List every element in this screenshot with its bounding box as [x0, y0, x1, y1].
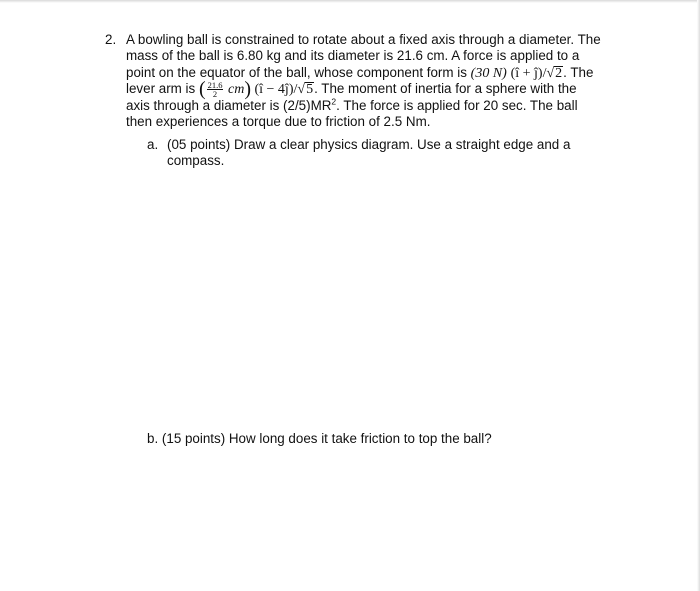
question-number: 2. [105, 32, 117, 47]
question-2 [105, 32, 625, 130]
question-line-4 [126, 78, 625, 101]
line3-text: point on the equator of the ball, whose component form is [126, 64, 467, 80]
question-line-1: A bowling ball is constrained to rotate about a fixed axis through a diameter. The [126, 32, 601, 47]
part-b-label: b. [147, 431, 159, 446]
question-body [126, 32, 625, 130]
lever-arm-expression: ( $\frac{21.6}{2}$ cm) (î − 4ĵ)/√5 [198, 78, 314, 101]
line5-superscript: 2 [331, 96, 337, 107]
page-top-shadow [0, 0, 700, 3]
part-a-body [167, 137, 617, 170]
part-b [147, 431, 617, 447]
question-line-6: then experiences a torque due to friction of 2.5 Nm. [126, 113, 431, 129]
part-a-line-2: compass. [167, 153, 225, 169]
line5-start: axis through a diameter is (2/5)MR [126, 97, 332, 113]
part-a-line-1: (05 points) Draw a clear physics diagram. Use a straight edge and a [167, 137, 571, 152]
sqrt-symbol: √2 [546, 65, 563, 81]
lever-arm-fraction: $\frac{21.6}{2}$ [207, 80, 223, 100]
sqrt-symbol: √5 [297, 82, 314, 98]
force-vector: (î + ĵ)/√2 [510, 65, 563, 81]
question-line-5 [126, 98, 625, 114]
part-b-text: (15 points) How long does it take friction to top the ball? [161, 431, 492, 446]
part-a [147, 137, 617, 170]
line4-start: lever arm is [126, 81, 196, 97]
part-a-label: a. [147, 137, 159, 152]
force-magnitude: (30 N) [470, 65, 507, 81]
question-line-2: mass of the ball is 6.80 kg and its diameter is 21.6 cm. A force is applied to a [126, 48, 580, 64]
line3-end: . The [563, 64, 594, 80]
line4-end: . The moment of inertia for a sphere with the [314, 81, 577, 97]
line5-end: . The force is applied for 20 sec. The ball [336, 97, 578, 113]
